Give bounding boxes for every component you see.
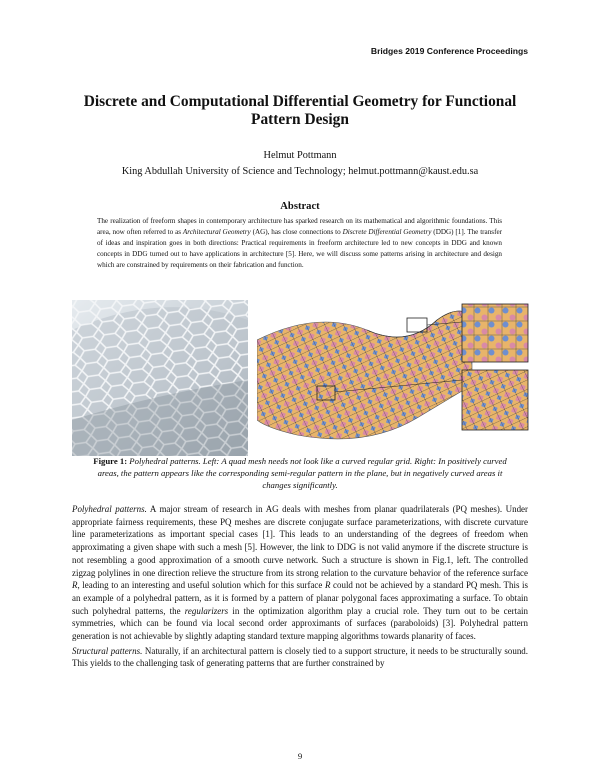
body-text xyxy=(72,503,528,670)
abstract-text-a: The realization of freeform shapes in contemporary architecture has sparked research on its mathematical and algorithmic foundations. This area, now often referred to as xyxy=(97,217,502,236)
abstract-text xyxy=(97,216,502,271)
author-affiliation: King Abdullah University of Science and Technology; helmut.pottmann@kaust.edu.sa xyxy=(121,166,479,177)
p1-text-d: in the optimization algorithm play a crucial role. They turn out to be certain symmetries, which can be found via local second order approximants of surfaces (paraboloids) [3]. Polyhedral pattern generation is not achievable by slightly adapting standard texture mapping algorithms towards planarity of faces. xyxy=(72,605,528,642)
symbol-R-2: R xyxy=(324,580,331,591)
abstract-text-b: (AG), has close connections to xyxy=(250,228,343,236)
term-regularizers: regularizers xyxy=(184,605,229,616)
p2-text-a: Naturally, if an architectural pattern is closely tied to a support structure, it needs to be structurally sound. This yields to the challenging task of generating patterns that are further constrained by xyxy=(72,645,528,669)
p1-text-c: could not be achieved by a standard PQ mesh. This is an example of a polyhedral pattern, as it is formed by a pattern of planar polygonal faces approximating a surface. To obtain such polyhedral patterns, the xyxy=(72,580,528,616)
abstract-heading: Abstract xyxy=(280,201,320,212)
abstract-text-c: (DDG) [1]. The transfer of ideas and inspiration goes in both directions: Practical requirements in freeform architecture led to new concepts in DDG and known concepts in DDG turned out to have applications in architecture [5]. Here, we will discuss some patterns arising in architecture and design which are constrained by requirements on their fabrication and function. xyxy=(97,228,503,269)
paper-title xyxy=(60,93,540,129)
p1-text-b: , leading to an interesting and useful solution which for this surface xyxy=(77,580,325,591)
paragraph-structural xyxy=(72,645,528,670)
title-line-1: Discrete and Computational Differential Geometry for Functional xyxy=(83,93,517,110)
symbol-R-1: R xyxy=(72,580,78,591)
figure-caption-text: Polyhedral patterns. Left: A quad mesh needs not look like a curved regular grid. Right: In positively curved areas, the pattern appears like the corresponding semi-regular pattern in the plane, but in negatively curved areas it changes significantly. xyxy=(97,456,507,490)
term-discrete-differential-geometry: Discrete Differential Geometry xyxy=(342,228,432,236)
running-header: Bridges 2019 Conference Proceedings xyxy=(370,46,528,56)
page-number: 9 xyxy=(297,751,303,761)
figure-caption xyxy=(88,455,512,491)
structural-heading: Structural patterns. xyxy=(72,645,143,656)
figure-right-image xyxy=(257,300,529,448)
figure-left-image xyxy=(72,300,248,456)
p1-text-a: A major stream of research in AG deals with meshes from planar quadrilaterals (PQ meshes). Under appropriate fairness requirements, these PQ meshes are discrete conjugate surface parameterizations, with discrete curvature line parameterizations as important special cases [1]. This leads to an understanding of the degrees of freedom when approximating a given shape with such a mesh [5]. However, the link to DDG is not valid anymore if the discrete structure is not resembling a good approximation of a smooth curve network. Such a structure is shown in Fig.1, left. The controlled zigzag polylines in one direction relieve the structure from its strong relation to the curvature behavior of the reference surface xyxy=(72,504,528,578)
term-architectural-geometry: Architectural Geometry xyxy=(182,228,251,236)
polyhedral-heading: Polyhedral patterns. xyxy=(72,504,147,514)
author-name: Helmut Pottmann xyxy=(263,150,337,161)
paragraph-polyhedral xyxy=(72,503,528,643)
figure-label: Figure 1: xyxy=(93,456,128,466)
title-line-2: Pattern Design xyxy=(251,111,349,128)
